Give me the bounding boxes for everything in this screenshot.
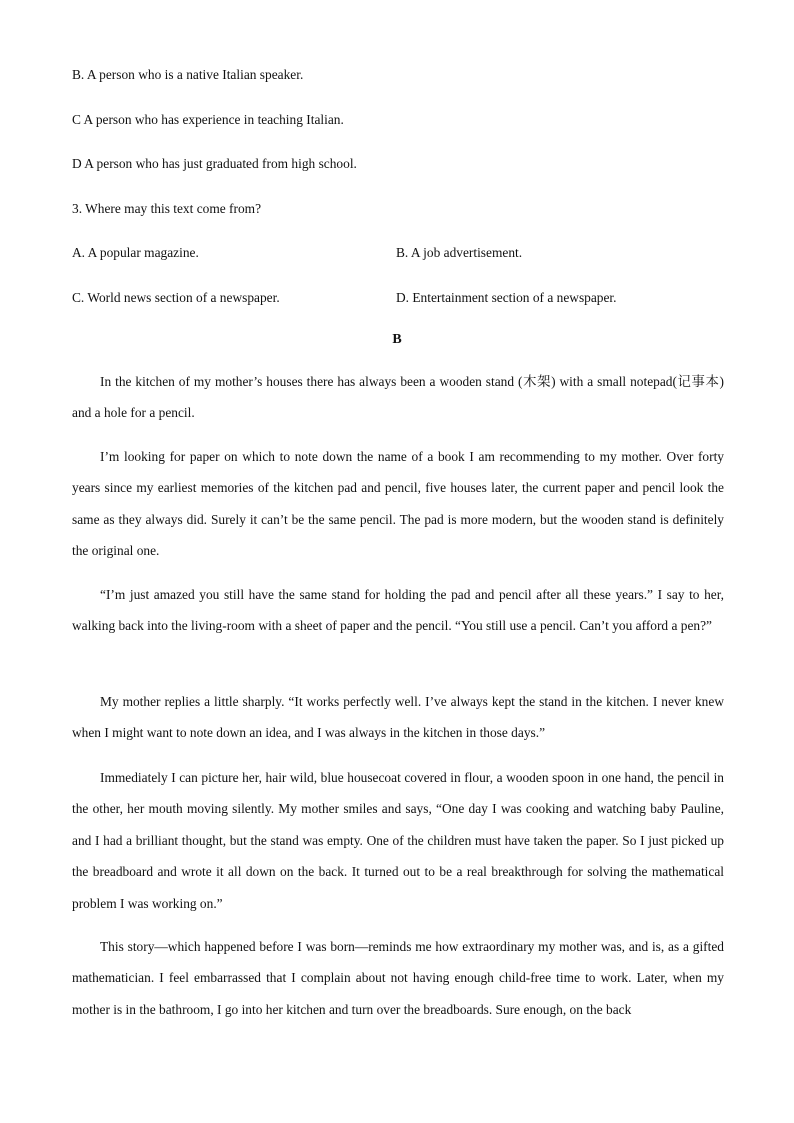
- option-b: B. A job advertisement.: [396, 245, 523, 260]
- paragraph-4: My mother replies a little sharply. “It works perfectly well. I’ve always kept the stand in the kitchen. I never knew when I might want to note down an idea, and I was always in the kitchen in those days.”: [72, 694, 724, 741]
- section-heading: B: [392, 332, 402, 347]
- option-b: B. A person who is a native Italian speaker.: [72, 67, 304, 82]
- paragraph-6: This story—which happened before I was born—reminds me how extraordinary my mother was, and is, as a gifted mathematician. I feel embarrassed that I complain about not having enough child-free time to work. Later, when my mother is in the bathroom, I go into her kitchen and turn over the breadboards. Sure enough, on the back: [72, 939, 724, 1017]
- option-c: C A person who has experience in teaching Italian.: [72, 112, 344, 127]
- question-stem: 3. Where may this text come from?: [72, 201, 262, 216]
- paragraph-3: “I’m just amazed you still have the same stand for holding the pad and pencil after all these years.” I say to her, walking back into the living-room with a sheet of paper and the pencil. “You still use a pencil. Can’t you afford a pen?”: [72, 587, 724, 634]
- option-d: D A person who has just graduated from high school.: [72, 156, 357, 171]
- option-c: C. World news section of a newspaper.: [72, 290, 280, 305]
- paragraph-5: Immediately I can picture her, hair wild, blue housecoat covered in flour, a wooden spoon in one hand, the pencil in the other, her mouth moving silently. My mother smiles and says, “One day I was cooking and watching baby Pauline, and I had a brilliant thought, but the stand was empty. One of the children must have taken the paper. So I just picked up the breadboard and wrote it all down on the back. It turned out to be a real breakthrough for solving the mathematical problem I was working on.”: [72, 770, 724, 911]
- option-d: D. Entertainment section of a newspaper.: [396, 290, 617, 305]
- paragraph-2: I’m looking for paper on which to note down the name of a book I am recommending to my mother. Over forty years since my earliest memories of the kitchen pad and pencil, five houses later, the current paper and pencil look the same as they always did. Surely it can’t be the same pencil. The pad is more modern, but the wooden stand is definitely the original one.: [72, 449, 724, 559]
- option-a: A. A popular magazine.: [72, 245, 199, 260]
- paragraph-1: In the kitchen of my mother’s houses there has always been a wooden stand (木架) with a small notepad(记事本) and a hole for a pencil.: [72, 374, 724, 421]
